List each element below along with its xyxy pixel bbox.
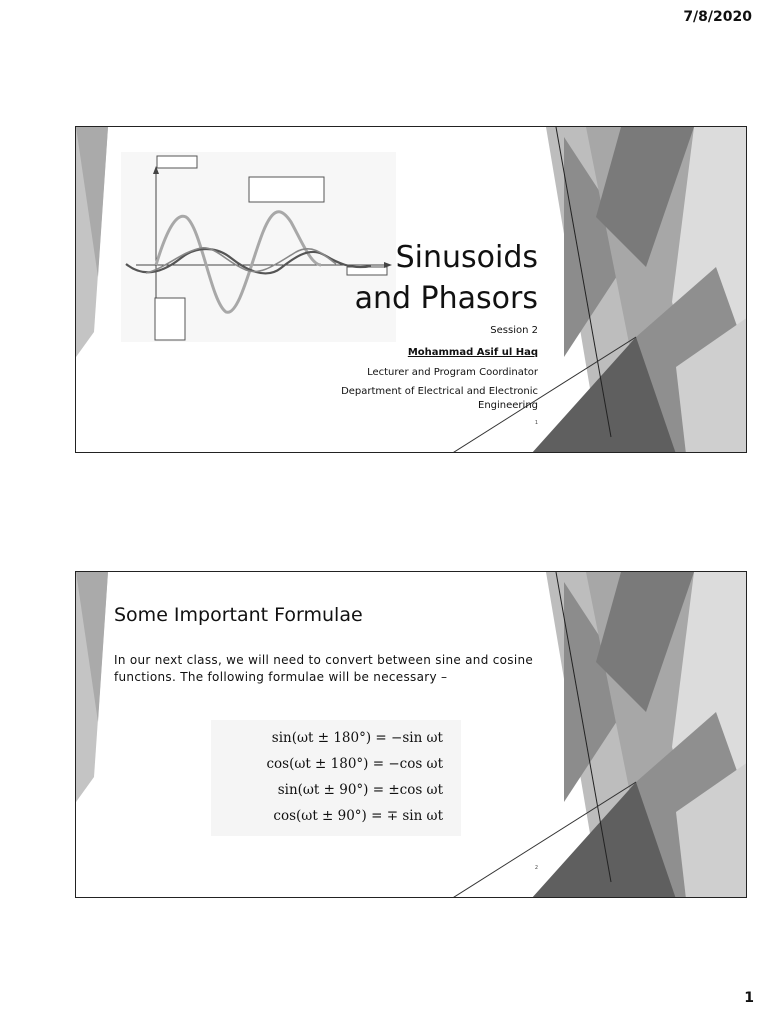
formula-line: sin(ωt ± 90°) = ±cos ωt	[277, 782, 443, 798]
page-date: 7/8/2020	[683, 9, 752, 25]
department-name: Department of Electrical and Electronic Engineering	[341, 386, 538, 411]
slide-thumbnail-1	[75, 126, 747, 453]
author-role: Lecturer and Program Coordinator	[367, 367, 538, 378]
slide-number: 1	[534, 420, 538, 426]
author-name: Mohammad Asif ul Haq	[407, 347, 538, 358]
page-number: 1	[744, 990, 754, 1006]
title-line-2: and Phasors	[354, 281, 538, 316]
formula-line: sin(ωt ± 180°) = −sin ωt	[271, 730, 443, 746]
slide-thumbnail-2	[75, 571, 747, 898]
slide-title	[355, 237, 538, 319]
title-line-1: Sinusoids	[395, 240, 538, 275]
formula-line: cos(ωt ± 180°) = −cos ωt	[266, 756, 443, 772]
slide-body-text: In our next class, we will need to convert between sine and cosine functions. The following formulae will be necessary –	[114, 653, 534, 684]
slide-number: 2	[534, 865, 538, 871]
formula-line: cos(ωt ± 90°) = ∓ sin ωt	[273, 808, 443, 824]
formula-block	[211, 720, 461, 836]
session-label: Session 2	[490, 325, 538, 336]
slide-title: Some Important Formulae	[114, 604, 363, 626]
